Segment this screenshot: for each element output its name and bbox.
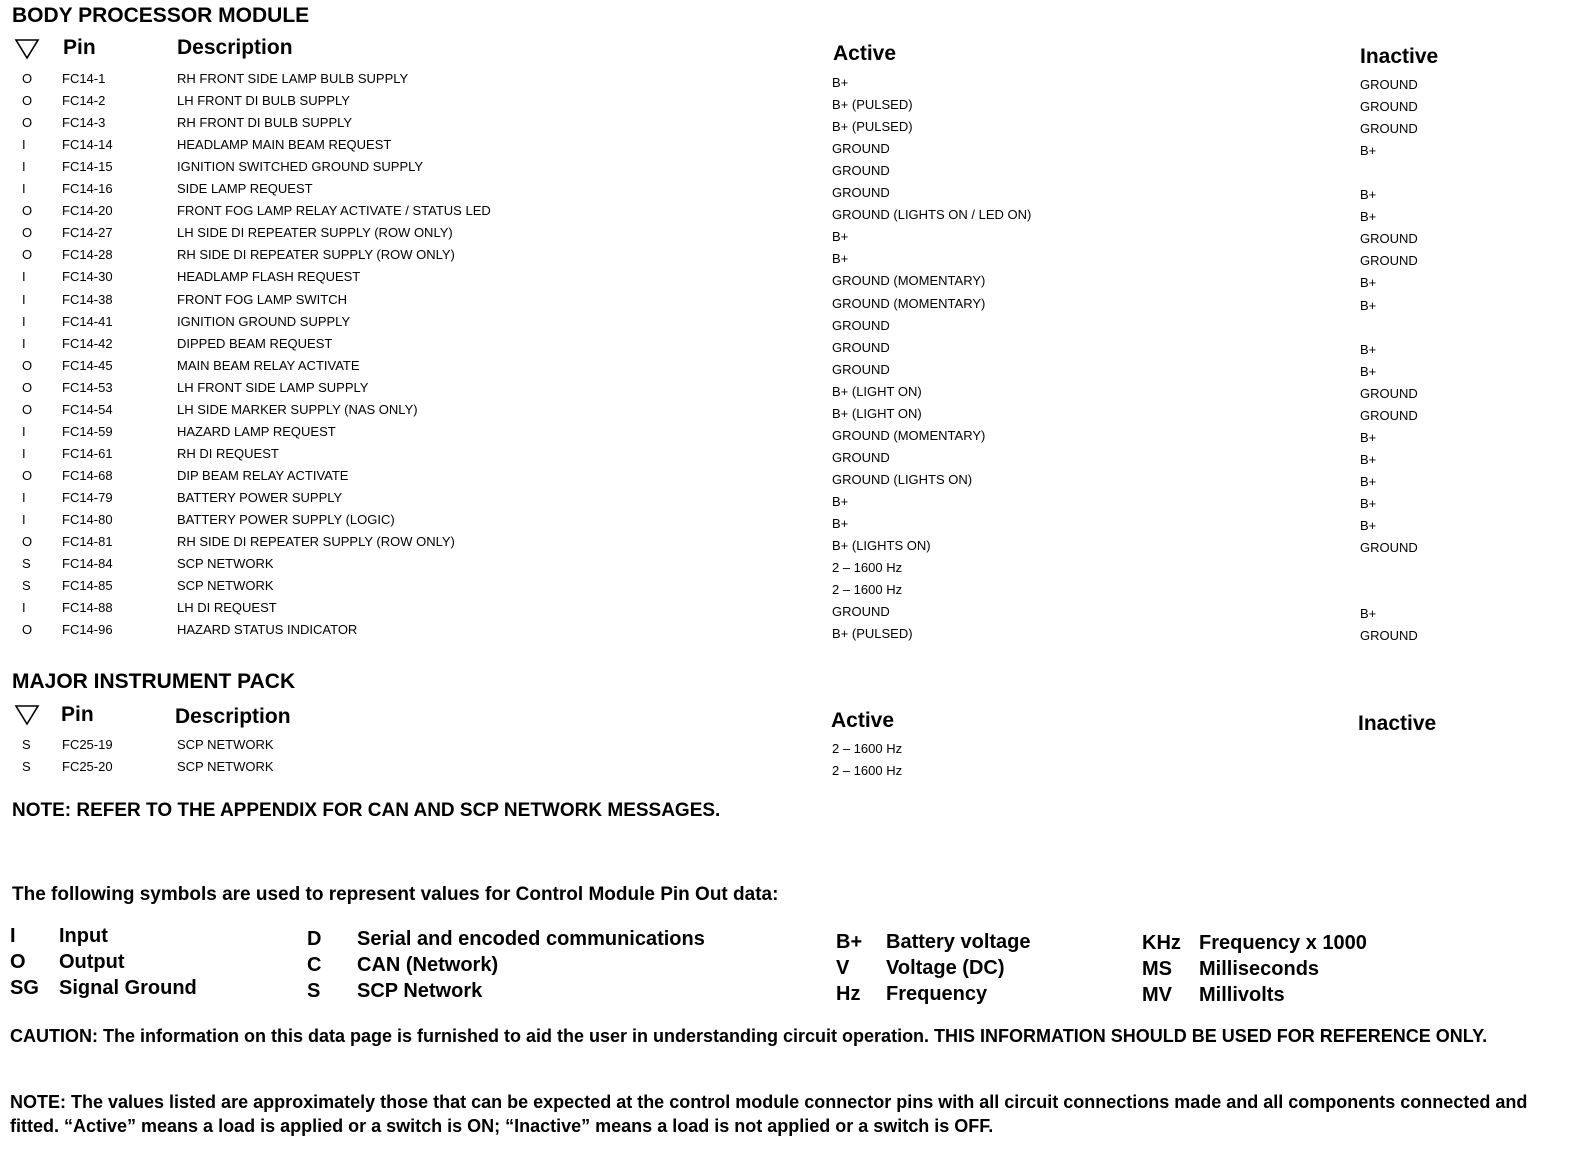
pin-direction: O <box>22 401 33 417</box>
active-value: GROUND (MOMENTARY) <box>832 295 986 311</box>
inactive-value: B+ <box>1360 429 1377 445</box>
inactive-value: B+ <box>1360 473 1377 489</box>
pin-direction: I <box>22 159 26 175</box>
active-value: 2 – 1600 Hz <box>832 560 903 576</box>
pin-direction: I <box>22 313 26 329</box>
pin-description: SIDE LAMP REQUEST <box>177 181 313 197</box>
pin-description: IGNITION SWITCHED GROUND SUPPLY <box>177 159 424 175</box>
pin-direction: O <box>22 115 33 131</box>
symbol-meaning: Millivolts <box>1199 984 1285 1006</box>
bpm-title: BODY PROCESSOR MODULE <box>12 4 310 27</box>
pin-row <box>0 534 1584 556</box>
pin-id: FC14-84 <box>62 556 113 572</box>
active-value: GROUND (LIGHTS ON / LED ON) <box>832 207 1032 223</box>
inactive-value: GROUND <box>1360 407 1418 423</box>
pin-id: FC14-20 <box>62 203 113 219</box>
pin-row <box>0 446 1584 468</box>
symbol-meaning: Frequency <box>886 983 988 1005</box>
pin-direction: O <box>22 247 33 263</box>
symbol-meaning: Frequency x 1000 <box>1199 932 1367 954</box>
pin-description: IGNITION GROUND SUPPLY <box>177 313 351 329</box>
pin-row <box>0 336 1584 358</box>
pin-id: FC14-79 <box>62 489 113 505</box>
active-value: B+ (LIGHTS ON) <box>832 538 931 554</box>
pin-description: LH SIDE DI REPEATER SUPPLY (ROW ONLY) <box>177 225 453 241</box>
pin-description: RH SIDE DI REPEATER SUPPLY (ROW ONLY) <box>177 534 455 550</box>
pin-description: FRONT FOG LAMP SWITCH <box>177 291 347 307</box>
symbol-meaning: Output <box>59 951 125 973</box>
inactive-value: GROUND <box>1360 77 1418 92</box>
inactive-value: B+ <box>1360 451 1377 467</box>
symbol-meaning: Battery voltage <box>886 931 1031 953</box>
active-value: B+ (PULSED) <box>832 119 913 135</box>
pin-id: FC14-81 <box>62 534 113 550</box>
pin-id: FC14-80 <box>62 512 113 527</box>
inactive-value: B+ <box>1360 363 1377 379</box>
pin-direction: I <box>22 423 26 439</box>
pin-direction: O <box>22 622 33 638</box>
inactive-value: B+ <box>1360 495 1377 511</box>
pin-row <box>0 247 1584 269</box>
pin-description: HAZARD STATUS INDICATOR <box>177 622 358 638</box>
active-value: B+ <box>832 516 849 531</box>
pin-id: FC14-15 <box>62 159 113 175</box>
active-value: GROUND <box>832 163 890 179</box>
active-value: GROUND <box>832 141 890 157</box>
inactive-value: B+ <box>1360 606 1377 622</box>
pin-row <box>0 737 1584 759</box>
pin-direction: S <box>22 556 31 572</box>
pin-description: LH SIDE MARKER SUPPLY (NAS ONLY) <box>177 401 418 417</box>
symbol-meaning: CAN (Network) <box>357 954 499 976</box>
active-value: GROUND (LIGHTS ON) <box>832 471 973 487</box>
pin-direction: I <box>22 137 26 153</box>
pin-id: FC14-14 <box>62 137 113 153</box>
pin-direction: I <box>22 445 26 461</box>
values-note: NOTE: The values listed are approximately those that can be expected at the control module connector pins with all circuit connections made and all components connected and fitted. “Active” means a load is applied or a switch is ON; “Inactive” means a load is not applied or a switch is OFF. <box>10 1092 1528 1136</box>
pin-direction: O <box>22 534 33 550</box>
pin-description: SCP NETWORK <box>177 759 274 774</box>
pin-id: FC14-85 <box>62 578 113 594</box>
pin-id: FC14-59 <box>62 423 113 439</box>
pin-id: FC14-45 <box>62 357 113 373</box>
pin-row <box>0 93 1584 115</box>
pin-id: FC14-42 <box>62 335 113 351</box>
symbol-code: D <box>307 928 322 950</box>
pin-row <box>0 380 1584 402</box>
pin-row <box>0 424 1584 446</box>
caution-text: CAUTION: The information on this data page is furnished to aid the user in understanding circuit operation. THIS INFORMATION SHOULD BE USED FOR REFERENCE ONLY. <box>10 1026 1488 1046</box>
triangle-icon <box>14 704 40 726</box>
symbol-code: O <box>10 951 26 973</box>
pin-row <box>0 759 1584 781</box>
mip-description-header: Description <box>175 705 291 728</box>
inactive-value: GROUND <box>1360 385 1418 401</box>
inactive-value: B+ <box>1360 275 1377 291</box>
inactive-value: B+ <box>1360 187 1377 203</box>
active-value: 2 – 1600 Hz <box>832 582 903 598</box>
bpm-pin-header: Pin <box>63 36 96 59</box>
active-value: 2 – 1600 Hz <box>832 741 903 756</box>
triangle-icon <box>14 38 40 60</box>
symbol-meaning: Signal Ground <box>59 977 197 999</box>
symbol-code: S <box>307 980 321 1002</box>
inactive-value: GROUND <box>1360 628 1418 644</box>
symbol-code: MV <box>1142 984 1172 1006</box>
pin-direction: O <box>22 225 33 241</box>
pin-row <box>0 159 1584 181</box>
inactive-value: GROUND <box>1360 253 1418 269</box>
pin-description: RH FRONT SIDE LAMP BULB SUPPLY <box>177 71 409 86</box>
inactive-value: B+ <box>1360 209 1377 225</box>
pin-row <box>0 468 1584 490</box>
pin-id: FC14-30 <box>62 269 113 285</box>
bpm-active-header: Active <box>833 42 897 65</box>
mip-title: MAJOR INSTRUMENT PACK <box>12 670 296 693</box>
pin-row <box>0 181 1584 203</box>
pin-row <box>0 490 1584 512</box>
pin-id: FC14-88 <box>62 600 113 616</box>
pin-description: MAIN BEAM RELAY ACTIVATE <box>177 357 360 373</box>
pin-description: LH FRONT SIDE LAMP SUPPLY <box>177 379 369 395</box>
pin-row <box>0 622 1584 644</box>
pin-id: FC14-28 <box>62 247 113 263</box>
pin-row <box>0 115 1584 137</box>
pin-direction: I <box>22 489 26 505</box>
inactive-value: GROUND <box>1360 99 1418 115</box>
pin-direction: I <box>22 335 26 351</box>
pin-row <box>0 203 1584 225</box>
active-value: GROUND <box>832 361 890 377</box>
active-value: B+ <box>832 493 849 509</box>
inactive-value: GROUND <box>1360 231 1418 247</box>
pin-id: FC25-20 <box>62 759 113 774</box>
pin-id: FC14-96 <box>62 622 113 638</box>
symbol-code: I <box>10 925 16 947</box>
symbol-meaning: Input <box>59 925 108 947</box>
active-value: B+ (PULSED) <box>832 626 913 642</box>
pin-description: BATTERY POWER SUPPLY <box>177 489 343 505</box>
pin-direction: O <box>22 93 33 109</box>
mip-inactive-header: Inactive <box>1358 712 1437 735</box>
pin-description: RH FRONT DI BULB SUPPLY <box>177 115 353 131</box>
pin-direction: O <box>22 467 33 483</box>
symbol-meaning: Milliseconds <box>1199 958 1320 980</box>
active-value: 2 – 1600 Hz <box>832 763 903 778</box>
pin-id: FC14-68 <box>62 467 113 483</box>
pin-description: LH FRONT DI BULB SUPPLY <box>177 93 350 109</box>
pin-id: FC14-16 <box>62 181 113 197</box>
pin-row <box>0 600 1584 622</box>
symbol-meaning: Voltage (DC) <box>886 957 1005 979</box>
inactive-value: B+ <box>1360 518 1377 533</box>
pin-row <box>0 314 1584 336</box>
pin-description: BATTERY POWER SUPPLY (LOGIC) <box>177 512 395 527</box>
pin-direction: I <box>22 600 26 616</box>
pin-direction: O <box>22 357 33 373</box>
symbols-intro: The following symbols are used to represent values for Control Module Pin Out data: <box>12 884 779 905</box>
pin-description: HEADLAMP MAIN BEAM REQUEST <box>177 137 392 153</box>
pin-direction: I <box>22 269 26 285</box>
pin-id: FC14-54 <box>62 401 113 417</box>
active-value: B+ (LIGHT ON) <box>832 383 922 399</box>
pin-description: SCP NETWORK <box>177 737 274 752</box>
symbol-code: KHz <box>1142 932 1181 954</box>
pin-description: LH DI REQUEST <box>177 600 277 616</box>
inactive-value: GROUND <box>1360 540 1418 556</box>
inactive-value: B+ <box>1360 297 1377 313</box>
pin-description: FRONT FOG LAMP RELAY ACTIVATE / STATUS LED <box>177 203 491 219</box>
pin-id: FC14-27 <box>62 225 113 241</box>
symbol-code: C <box>307 954 322 976</box>
bpm-inactive-header: Inactive <box>1360 45 1439 68</box>
bpm-description-header: Description <box>177 36 293 59</box>
pin-description: HEADLAMP FLASH REQUEST <box>177 269 361 285</box>
pin-row <box>0 292 1584 314</box>
inactive-value: B+ <box>1360 143 1377 159</box>
pin-row <box>0 137 1584 159</box>
pin-row <box>0 556 1584 578</box>
appendix-note: NOTE: REFER TO THE APPENDIX FOR CAN AND SCP NETWORK MESSAGES. <box>12 800 721 821</box>
symbol-code: Hz <box>836 983 861 1005</box>
pin-row <box>0 358 1584 380</box>
active-value: GROUND <box>832 449 890 465</box>
pin-row <box>0 225 1584 247</box>
symbol-code: B+ <box>836 931 863 953</box>
inactive-value: B+ <box>1360 341 1377 357</box>
active-value: B+ <box>832 251 849 267</box>
pin-direction: O <box>22 71 33 86</box>
active-value: B+ (PULSED) <box>832 97 913 113</box>
symbol-code: V <box>836 957 850 979</box>
pin-direction: S <box>22 737 31 752</box>
active-value: B+ <box>832 75 849 90</box>
active-value: GROUND <box>832 604 890 620</box>
pin-description: RH DI REQUEST <box>177 445 279 461</box>
pin-description: DIP BEAM RELAY ACTIVATE <box>177 467 349 483</box>
pin-row <box>0 578 1584 600</box>
active-value: GROUND <box>832 339 890 355</box>
pin-direction: I <box>22 512 26 527</box>
pin-id: FC14-2 <box>62 93 106 109</box>
pin-direction: S <box>22 578 31 594</box>
active-value: GROUND (MOMENTARY) <box>832 427 986 443</box>
symbol-meaning: Serial and encoded communications <box>357 928 705 950</box>
pin-direction: S <box>22 759 31 774</box>
pin-id: FC14-38 <box>62 291 113 307</box>
pin-description: HAZARD LAMP REQUEST <box>177 423 336 439</box>
symbol-code: SG <box>10 977 39 999</box>
pin-row <box>0 402 1584 424</box>
mip-pin-header: Pin <box>61 703 94 726</box>
active-value: GROUND (MOMENTARY) <box>832 273 986 289</box>
active-value: B+ (LIGHT ON) <box>832 405 922 421</box>
mip-active-header: Active <box>831 709 895 732</box>
symbol-meaning: SCP Network <box>357 980 483 1002</box>
pin-description: RH SIDE DI REPEATER SUPPLY (ROW ONLY) <box>177 247 455 263</box>
pin-id: FC14-41 <box>62 313 113 329</box>
active-value: GROUND <box>832 317 890 333</box>
symbol-code: MS <box>1142 958 1172 980</box>
pin-row <box>0 512 1584 534</box>
pin-description: DIPPED BEAM REQUEST <box>177 335 333 351</box>
active-value: B+ <box>832 229 849 245</box>
pin-direction: I <box>22 291 26 307</box>
pin-direction: O <box>22 203 33 219</box>
pin-description: SCP NETWORK <box>177 556 274 572</box>
pin-description: SCP NETWORK <box>177 578 274 594</box>
pin-id: FC25-19 <box>62 737 113 752</box>
pin-id: FC14-1 <box>62 71 106 86</box>
pin-id: FC14-3 <box>62 115 106 131</box>
pin-row <box>0 269 1584 291</box>
pin-direction: O <box>22 379 33 395</box>
pin-id: FC14-53 <box>62 379 113 395</box>
pin-row <box>0 71 1584 93</box>
pin-direction: I <box>22 181 26 197</box>
active-value: GROUND <box>832 185 890 201</box>
pin-id: FC14-61 <box>62 445 113 461</box>
inactive-value: GROUND <box>1360 121 1418 137</box>
